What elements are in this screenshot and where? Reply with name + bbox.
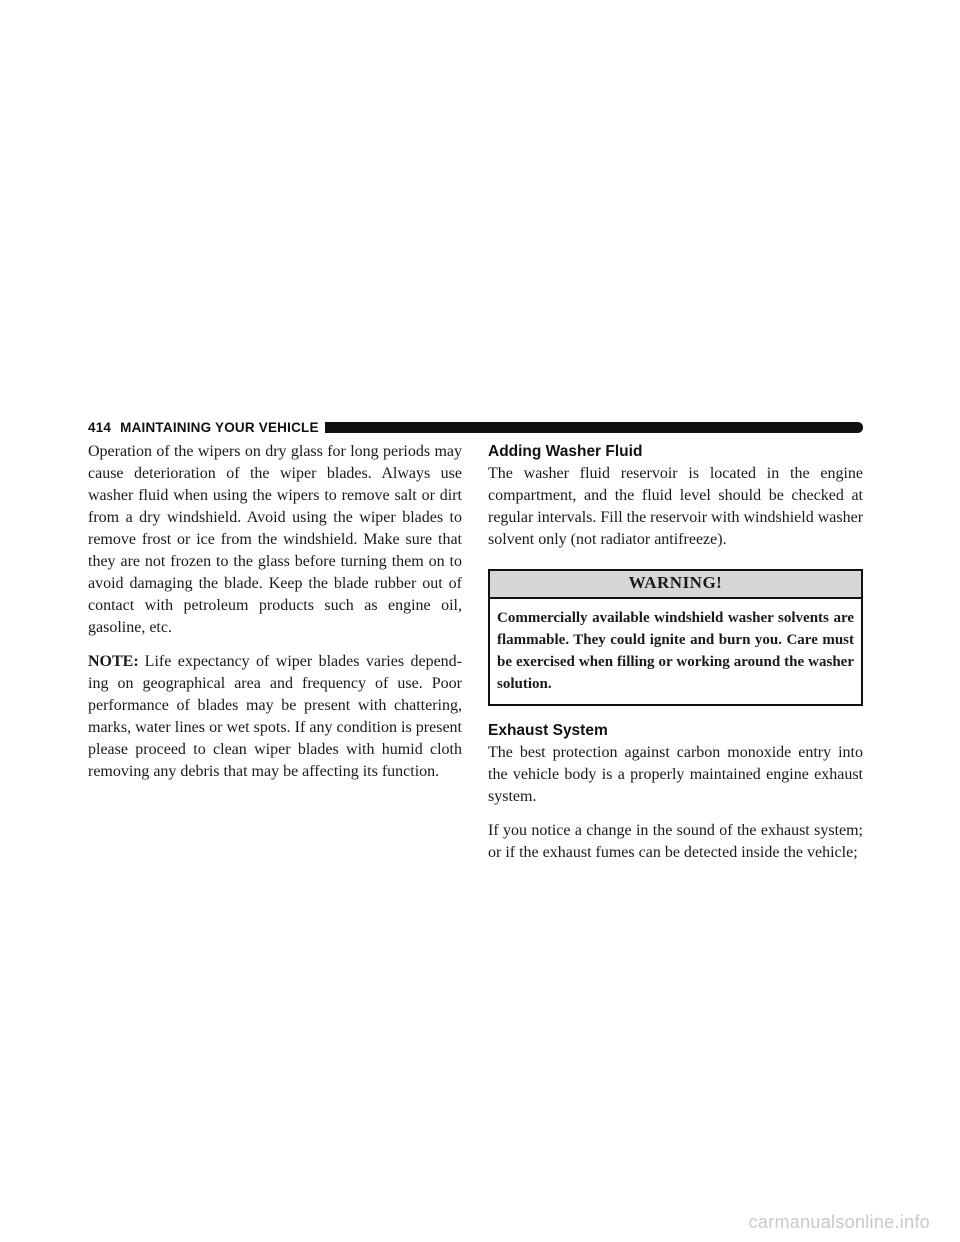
washer-fluid-paragraph: The washer fluid reservoir is located in the engine compartment, and the fluid level should be checked at regular intervals. Fill the reservoir with windshield washer solvent only (not radiator antifreeze). (488, 465, 864, 548)
warning-box (488, 569, 863, 706)
page-number: 414 (88, 419, 112, 435)
exhaust-paragraph-2: If you notice a change in the sound of the exhaust system; or if the exhaust fumes can be detected inside the vehicle; (488, 822, 863, 861)
note-label: NOTE: (88, 653, 139, 670)
watermark: carmanualsonline.info (748, 1212, 930, 1232)
section-title: MAINTAINING YOUR VEHICLE (120, 419, 319, 435)
wiper-paragraph: Operation of the wipers on dry glass for long periods may cause deterioration of the wiper blades. Always use washer fluid when using the wipers to remove salt or dirt from a dry windshield. Avoid using the wiper blades to remove frost or ice from the windshield. Make sure that they are not frozen to the glass before turning them on to avoid damaging the blade. Keep the blade rubber out of contact with petroleum products such as engine oil, gasoline, etc. (88, 443, 462, 636)
exhaust-paragraph-1: The best protection against carbon monoxide entry into the vehicle body is a properly maintained engine exhaust system. (488, 744, 863, 805)
left-column (88, 441, 462, 783)
washer-fluid-heading: Adding Washer Fluid (488, 443, 643, 460)
warning-title: WARNING! (490, 571, 861, 599)
header-rule (325, 422, 863, 433)
note-paragraph (88, 651, 462, 783)
exhaust-system-heading: Exhaust System (488, 722, 608, 739)
note-text: Life expectancy of wiper blades varies depending on geographical area and frequency of use. Poor performance of blades may be present with chattering, marks, water lines or wet spots. If any condition is present please proceed to clean wiper blades with humid cloth removing any debris that may be affecting its function. (88, 653, 462, 780)
right-column (488, 441, 863, 864)
page-header (88, 417, 863, 437)
warning-text: Commercially available windshield washer solvents are flammable. They could ignite and burn you. Care must be exercised when filling or working around the washer solution. (497, 610, 854, 692)
